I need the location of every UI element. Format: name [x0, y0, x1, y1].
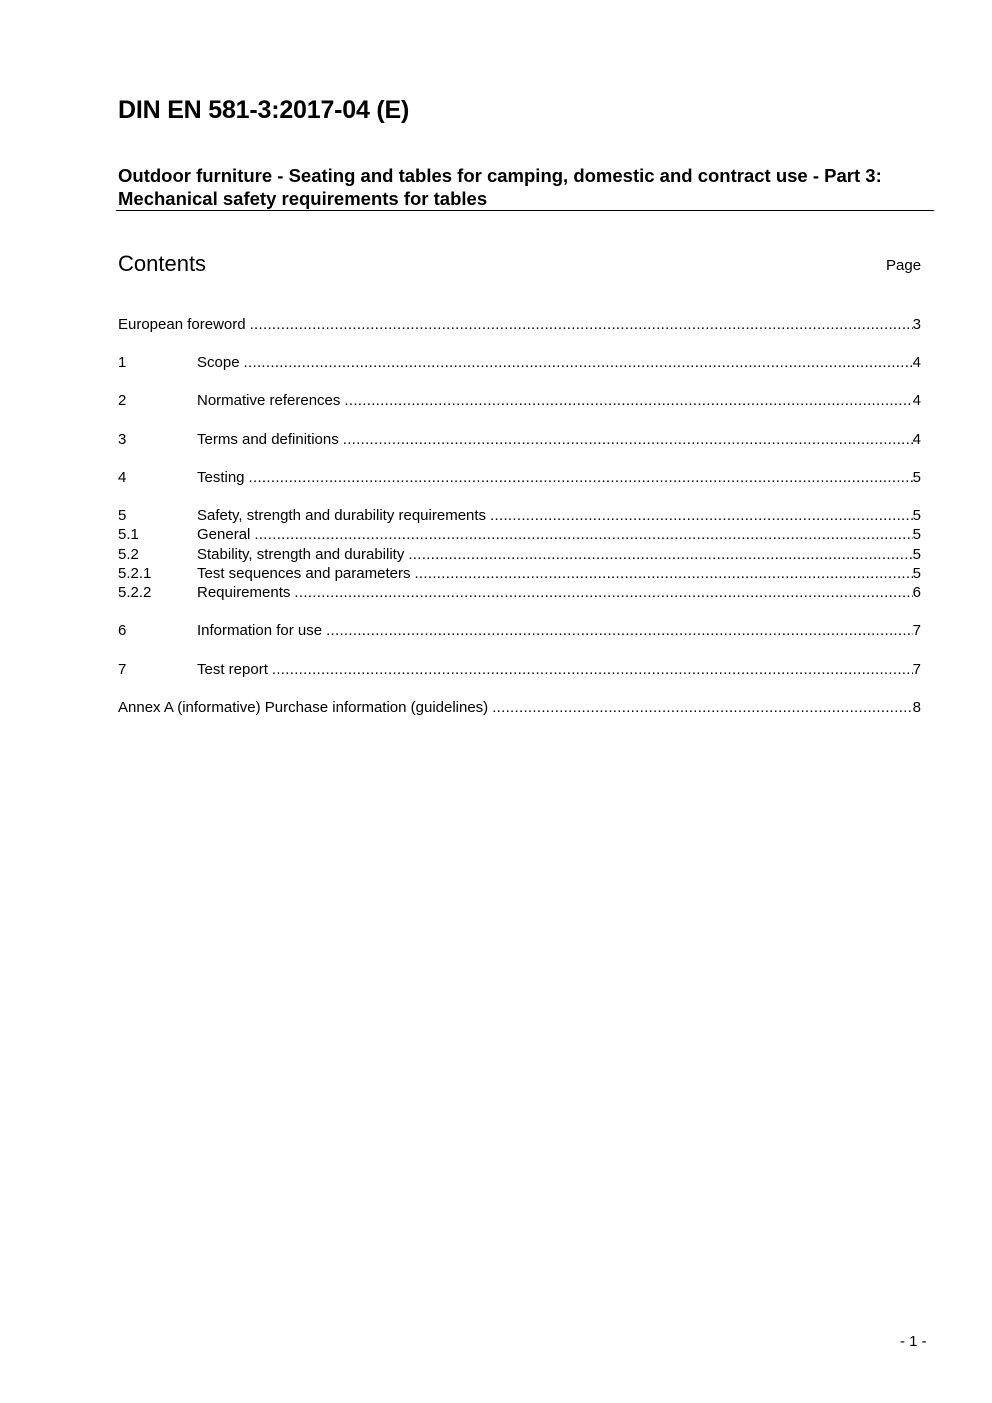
toc-entry-label: General — [197, 526, 251, 543]
toc-entry-scope[interactable] — [118, 353, 921, 373]
toc-leader-dots — [408, 545, 912, 565]
toc-entry-annex-a[interactable] — [118, 698, 921, 718]
contents-heading: Contents — [118, 251, 207, 276]
toc-entry-label: Scope — [197, 354, 240, 371]
toc-entry-terms-and-definitions[interactable] — [118, 430, 921, 450]
toc-entry-label: Information for use — [197, 622, 323, 639]
document-id: DIN EN 581-3:2017-04 (E) — [118, 96, 410, 124]
toc-leader-dots — [249, 468, 913, 488]
toc-entry-number: 1 — [118, 354, 127, 371]
toc-entry-label: Test sequences and parameters — [197, 565, 411, 582]
toc-entry-number: 5 — [118, 507, 127, 524]
toc-entry-page: 4 — [912, 354, 921, 371]
toc-entry-requirements[interactable] — [118, 583, 921, 603]
toc-leader-dots — [244, 353, 913, 373]
toc-entry-stability-strength-durability[interactable] — [118, 545, 921, 565]
toc-entry-european-foreword[interactable] — [118, 315, 921, 335]
toc-entry-number: 5.2.2 — [118, 584, 152, 601]
toc-entry-number: 6 — [118, 622, 127, 639]
toc-entry-label: Annex A (informative) Purchase information (guidelines) — [118, 699, 489, 716]
toc-entry-test-sequences[interactable] — [118, 564, 921, 584]
toc-leader-dots — [490, 506, 913, 526]
document-title: Outdoor furniture - Seating and tables for camping, domestic and contract use - Part 3: Mechanical safety requirements for tables — [118, 165, 882, 209]
toc-leader-dots — [250, 315, 913, 335]
toc-entry-page: 4 — [912, 431, 921, 448]
page-number: - 1 - — [900, 1333, 927, 1350]
toc-leader-dots — [326, 621, 913, 641]
toc-leader-dots — [343, 430, 913, 450]
toc-entry-page: 4 — [912, 392, 921, 409]
toc-entry-page: 3 — [912, 316, 921, 333]
toc-entry-page: 5 — [912, 546, 921, 563]
toc-entry-safety-strength-durability[interactable] — [118, 506, 921, 526]
toc-entry-testing[interactable] — [118, 468, 921, 488]
toc-entry-label: Terms and definitions — [197, 431, 339, 448]
toc-entry-label: European foreword — [118, 316, 246, 333]
toc-entry-label: Testing — [197, 469, 245, 486]
toc-entry-label: Test report — [197, 661, 268, 678]
toc-entry-number: 4 — [118, 469, 127, 486]
toc-entry-number: 7 — [118, 661, 127, 678]
toc-entry-general[interactable] — [118, 525, 921, 545]
toc-entry-page: 6 — [912, 584, 921, 601]
toc-entry-normative-references[interactable] — [118, 391, 921, 411]
toc-entry-number: 5.2 — [118, 546, 139, 563]
toc-entry-page: 5 — [912, 526, 921, 543]
page-column-heading: Page — [886, 257, 922, 274]
toc-entry-page: 5 — [912, 469, 921, 486]
toc-entry-number: 5.1 — [118, 526, 139, 543]
toc-entry-label: Stability, strength and durability — [197, 546, 405, 563]
title-divider — [116, 210, 934, 211]
toc-entry-page: 5 — [912, 565, 921, 582]
toc-leader-dots — [344, 391, 912, 411]
toc-entry-label: Safety, strength and durability requirements — [197, 507, 487, 524]
toc-entry-number: 3 — [118, 431, 127, 448]
toc-leader-dots — [272, 660, 913, 680]
toc-entry-number: 5.2.1 — [118, 565, 152, 582]
toc-entry-page: 5 — [912, 507, 921, 524]
toc-leader-dots — [294, 583, 912, 603]
toc-entry-page: 8 — [912, 699, 921, 716]
toc-leader-dots — [254, 525, 912, 545]
toc-entry-label: Normative references — [197, 392, 341, 409]
toc-leader-dots — [414, 564, 912, 584]
toc-entry-test-report[interactable] — [118, 660, 921, 680]
toc-entry-page: 7 — [912, 622, 921, 639]
toc-leader-dots — [492, 698, 912, 718]
toc-entry-label: Requirements — [197, 584, 291, 601]
toc-entry-page: 7 — [912, 661, 921, 678]
toc-entry-number: 2 — [118, 392, 127, 409]
toc-entry-information-for-use[interactable] — [118, 621, 921, 641]
